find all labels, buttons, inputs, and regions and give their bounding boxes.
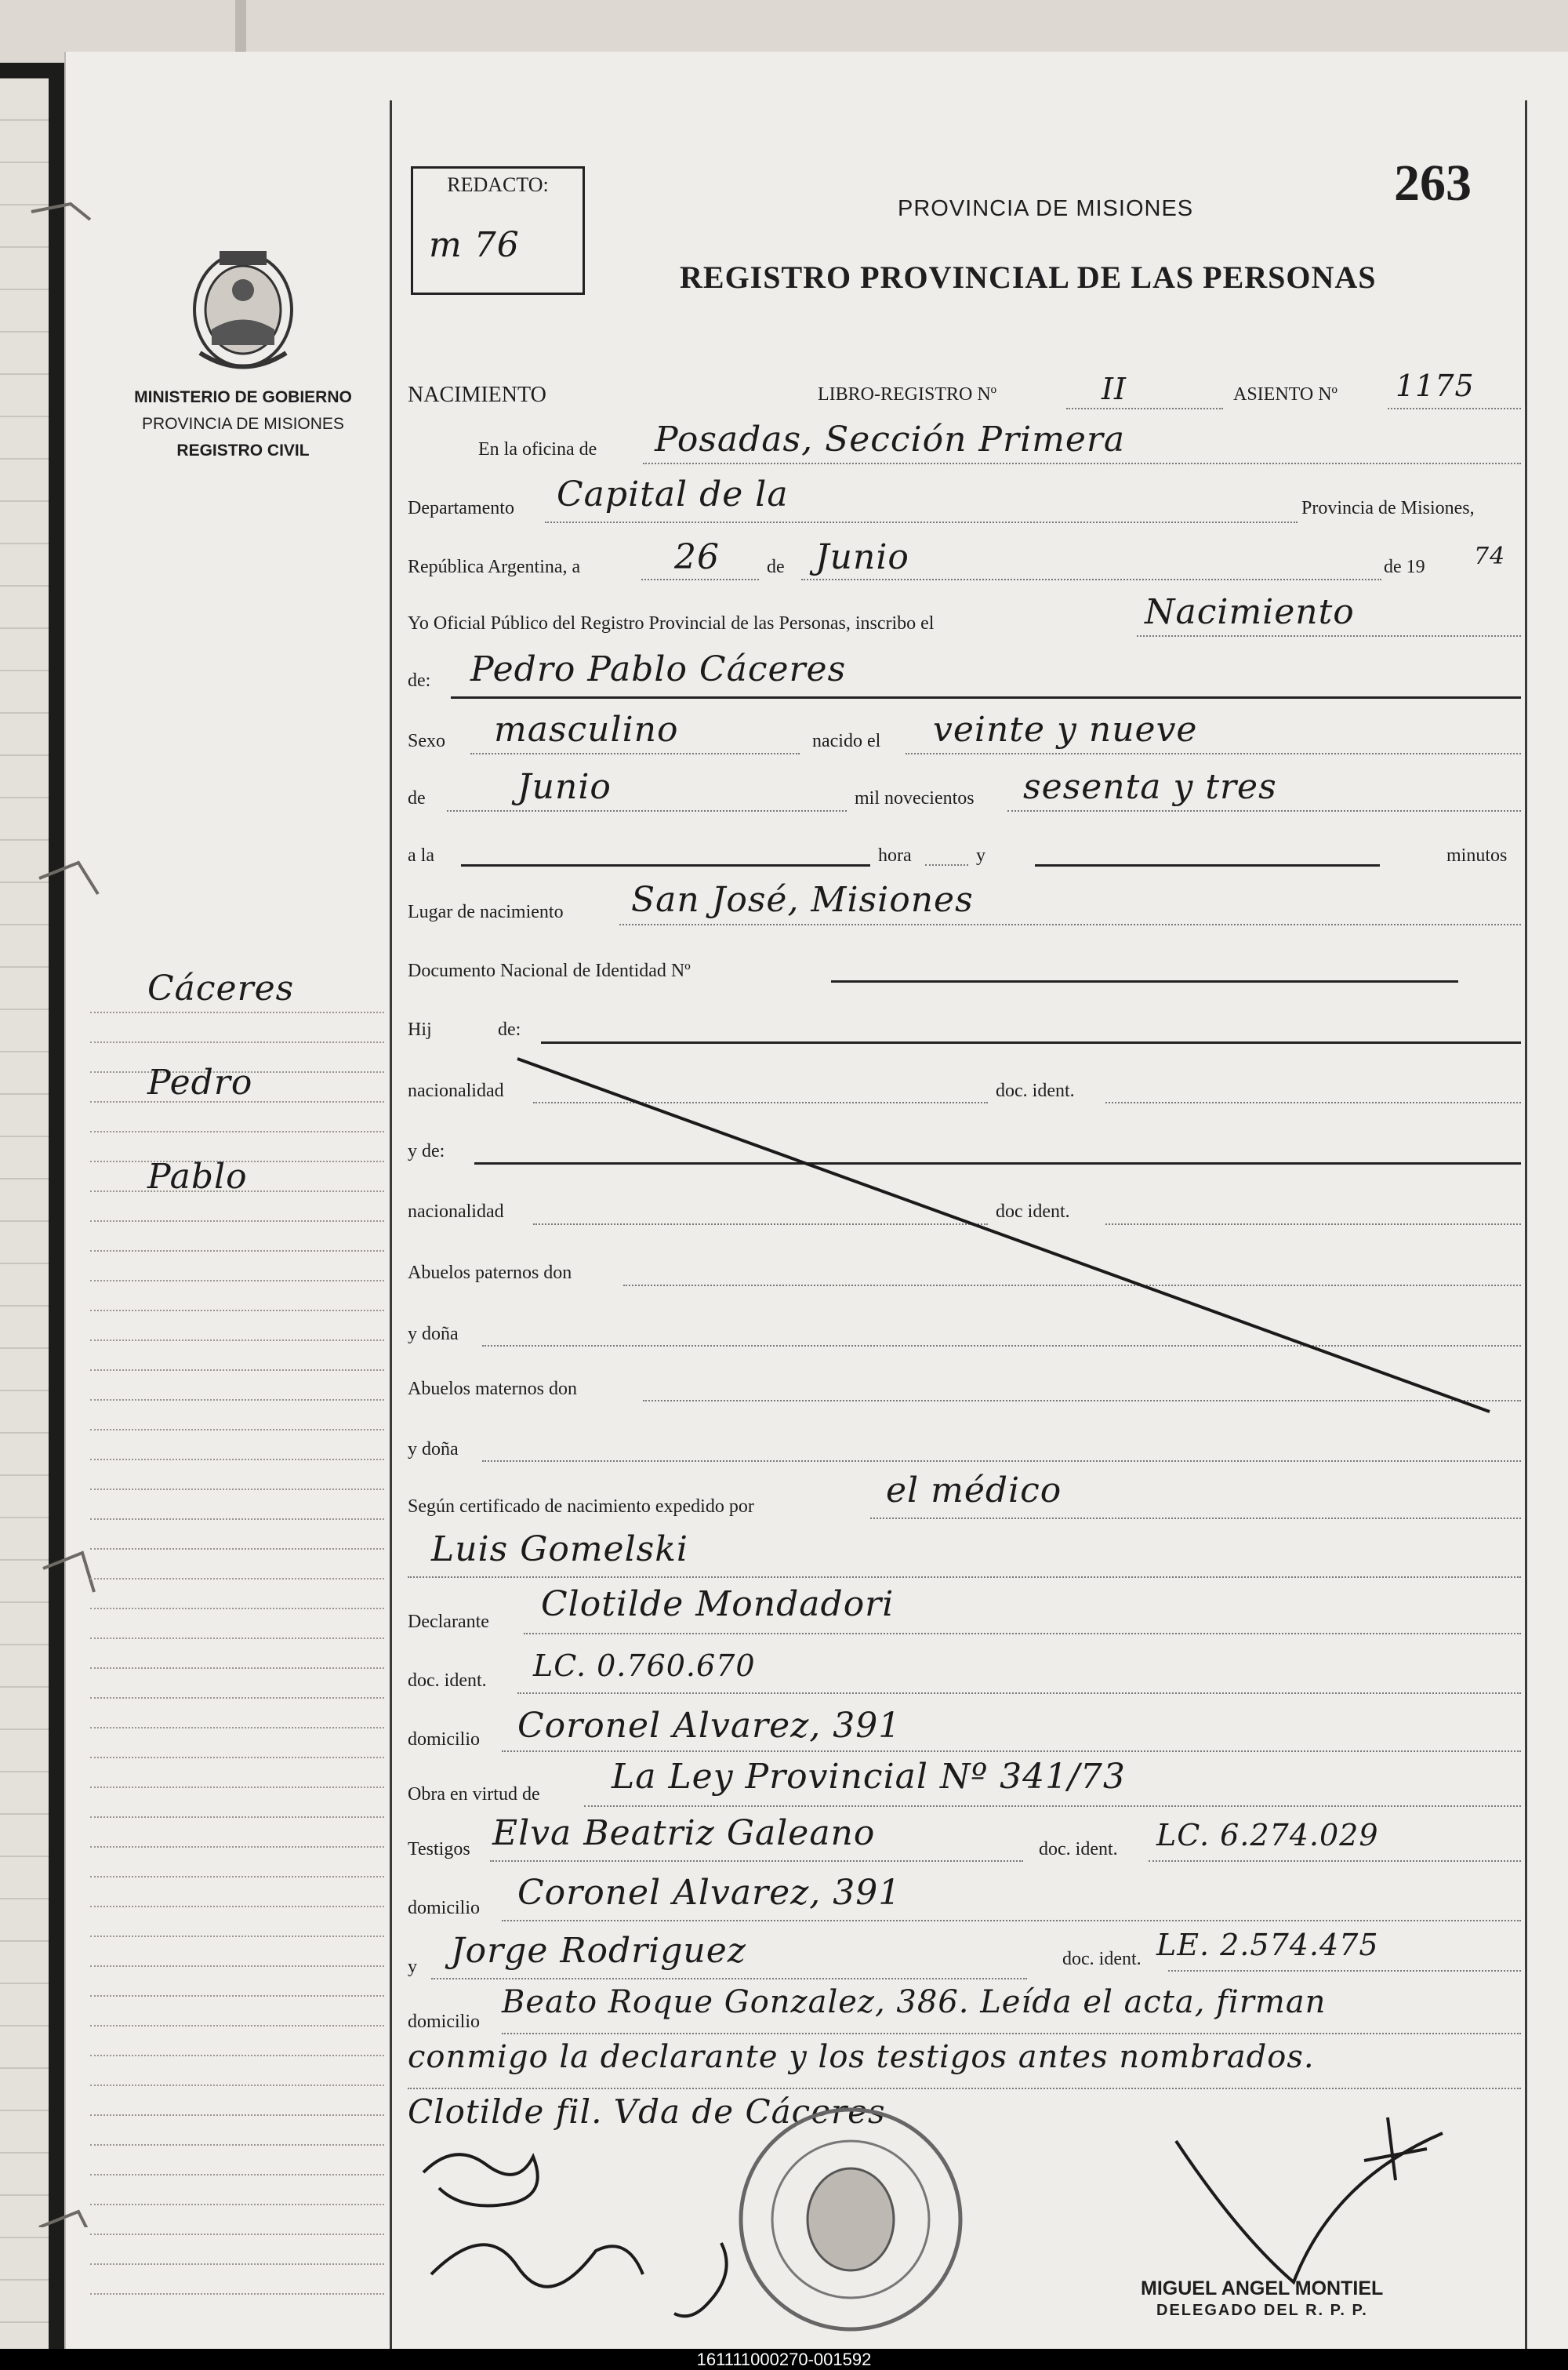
label-mil-novecientos: mil novecientos [855,788,975,809]
label-oficina: En la oficina de [478,439,597,460]
value-testigo-2: Jorge Rodriguez [451,1931,746,1971]
margin-ruled-line [90,1459,384,1460]
margin-ruled-line [90,1876,384,1877]
label-de-mes-nac: de [408,788,426,809]
value-nacido-el: veinte y nueve [933,710,1198,750]
label-doc-ident-4: doc. ident. [1039,1839,1118,1859]
margin-ruled-line [90,1250,384,1252]
label-asiento: ASIENTO Nº [1233,384,1338,405]
margin-name-surname: Cáceres [147,969,295,1009]
margin-ruled-line [90,1041,384,1043]
signatory-name: MIGUEL ANGEL MONTIEL [1141,2277,1384,2299]
value-obra: La Ley Provincial Nº 341/73 [612,1757,1126,1797]
label-dni: Documento Nacional de Identidad Nº [408,961,691,981]
margin-ruled-line [90,1369,384,1371]
label-departamento: Departamento [408,498,514,518]
margin-ruled-line [90,1548,384,1550]
label-doc-ident-1: doc. ident. [996,1081,1075,1101]
margin-ruled-line [90,2293,384,2295]
margin-ruled-line [90,1339,384,1341]
margin-ruled-line [90,1578,384,1579]
margin-ruled-line [90,1012,384,1013]
margin-ruled-line [90,1816,384,1818]
redacto-value: m 76 [429,225,520,265]
margin-ruled-line [90,1936,384,1937]
label-segun: Según certificado de nacimiento expedido por [408,1496,754,1517]
margin-ruled-line [90,1518,384,1520]
binding-stitches [24,188,110,2227]
label-nacido-el: nacido el [812,731,881,751]
margin-ruled-line [90,1965,384,1967]
margin-ruled-line [90,2263,384,2265]
value-mes: Junio [815,537,909,577]
margin-ruled-line [90,1727,384,1728]
margin-ruled-line [90,1638,384,1639]
provincia-heading: PROVINCIA DE MISIONES [898,196,1194,221]
label-minutos: minutos [1446,845,1508,866]
value-declarante: Clotilde Mondadori [541,1584,895,1624]
province-crest-emblem [176,235,310,376]
value-testigo-1-dom: Coronel Alvarez, 391 [517,1873,902,1913]
registro-title: REGISTRO PROVINCIAL DE LAS PERSONAS [680,260,1377,295]
margin-ruled-line [90,1906,384,1907]
label-republica: República Argentina, a [408,557,581,577]
label-domicilio-3: domicilio [408,2012,480,2032]
footer-image-id: 161111000270-001592 [0,2349,1568,2370]
label-doc-ident-5: doc. ident. [1062,1949,1142,1969]
value-anio: 74 [1474,543,1506,570]
margin-ruled-line [90,1131,384,1132]
label-doc-ident-3: doc. ident. [408,1670,487,1691]
label-lugar: Lugar de nacimiento [408,902,564,922]
label-y-dona-2: y doña [408,1439,459,1459]
label-domicilio-2: domicilio [408,1898,480,1918]
label-y-dona-1: y doña [408,1324,459,1344]
label-testigos: Testigos [408,1839,470,1859]
value-decl-dom: Coronel Alvarez, 391 [517,1706,902,1746]
margin-ruled-line [90,2234,384,2235]
margin-ruled-line [90,2144,384,2146]
margin-ruled-line [90,1667,384,1669]
value-certificado-2: Luis Gomelski [431,1529,688,1569]
margin-ruled-line [90,2204,384,2205]
value-testigo-1-doc: LC. 6.274.029 [1156,1818,1379,1852]
strike-through-line [470,1035,1505,1427]
ministerio-block [102,384,384,464]
value-testigo-2-dom: Beato Roque Gonzalez, 386. Leída el acta, firman [502,1984,1327,2020]
margin-name-first: Pedro [147,1063,253,1103]
signatory-title: DELEGADO DEL R. P. P. [1156,2302,1368,2319]
margin-name-second: Pablo [147,1157,248,1197]
value-departamento: Capital de la [557,474,789,514]
value-decl-doc: LC. 0.760.670 [533,1648,756,1683]
value-testigo-2-doc: LE. 2.574.475 [1156,1928,1379,1962]
label-de-padre: de: [498,1020,521,1040]
value-lugar: San José, Misiones [631,880,974,920]
margin-ruled-line [90,1995,384,1997]
value-anio-nac: sesenta y tres [1023,767,1277,807]
margin-ruled-line [90,2174,384,2176]
margin-ruled-line [90,1429,384,1430]
margin-ruled-line [90,1787,384,1788]
label-provincia-misiones: Provincia de Misiones, [1301,498,1475,518]
value-inscribo: Nacimiento [1145,592,1355,632]
label-nacionalidad-1: nacionalidad [408,1081,504,1101]
label-doc-ident-2: doc ident. [996,1201,1070,1222]
ministerio-line-1: MINISTERIO DE GOBIERNO [134,388,352,406]
value-oficina: Posadas, Sección Primera [655,420,1126,460]
value-testigo-1: Elva Beatriz Galeano [492,1813,876,1853]
margin-ruled-line [90,1220,384,1222]
margin-ruled-line [90,1489,384,1490]
margin-ruled-line [90,1399,384,1401]
label-y-testigo-2: y [408,1957,417,1977]
redacto-label: REDACTO: [447,173,549,196]
margin-ruled-line [90,1846,384,1848]
margin-ruled-line [90,2114,384,2116]
label-y-minutos: y [976,845,985,866]
label-libro: LIBRO-REGISTRO Nº [818,384,997,405]
label-a-la: a la [408,845,434,866]
label-abuelos-maternos: Abuelos maternos don [408,1379,577,1399]
margin-ruled-line [90,1608,384,1609]
label-domicilio-1: domicilio [408,1729,480,1750]
margin-ruled-line [90,1280,384,1281]
label-hora: hora [878,845,912,866]
label-de-19: de 19 [1384,557,1425,577]
margin-ruled-line [90,1697,384,1699]
margin-ruled-line [90,2085,384,2086]
margin-ruled-line [90,2025,384,2026]
value-mes-nac: Junio [517,767,612,807]
margin-ruled-line [90,2055,384,2056]
label-nacimiento: NACIMIENTO [408,383,546,407]
label-nacionalidad-2: nacionalidad [408,1201,504,1222]
ministerio-line-2: PROVINCIA DE MISIONES [142,415,344,433]
value-libro: II [1102,372,1127,406]
label-sexo: Sexo [408,731,445,751]
ministerio-line-3: REGISTRO CIVIL [176,442,310,460]
value-sexo: masculino [494,710,679,750]
value-dia: 26 [674,537,720,577]
signature-declarante: Clotilde fil. Vda de Cáceres [408,2092,886,2131]
margin-rule [390,100,392,2350]
value-certificado-1: el médico [886,1470,1062,1510]
label-yo-oficial: Yo Oficial Público del Registro Provincial de las Personas, inscribo el [408,613,935,634]
page-number: 263 [1394,154,1472,212]
label-obra: Obra en virtud de [408,1784,540,1805]
right-rule [1525,100,1527,2350]
value-asiento: 1175 [1396,369,1475,403]
redacto-box [411,166,585,295]
label-de-nombre: de: [408,671,431,691]
label-declarante: Declarante [408,1612,489,1632]
label-hij: Hij [408,1020,432,1040]
margin-ruled-line [90,1310,384,1311]
margin-ruled-line [90,1757,384,1758]
label-y-de: y de: [408,1141,445,1161]
label-abuelos-paternos: Abuelos paternos don [408,1263,572,1283]
value-cierre: conmigo la declarante y los testigos antes nombrados. [408,2039,1315,2075]
value-nombre: Pedro Pablo Cáceres [470,649,847,689]
label-de-mes: de [767,557,785,577]
